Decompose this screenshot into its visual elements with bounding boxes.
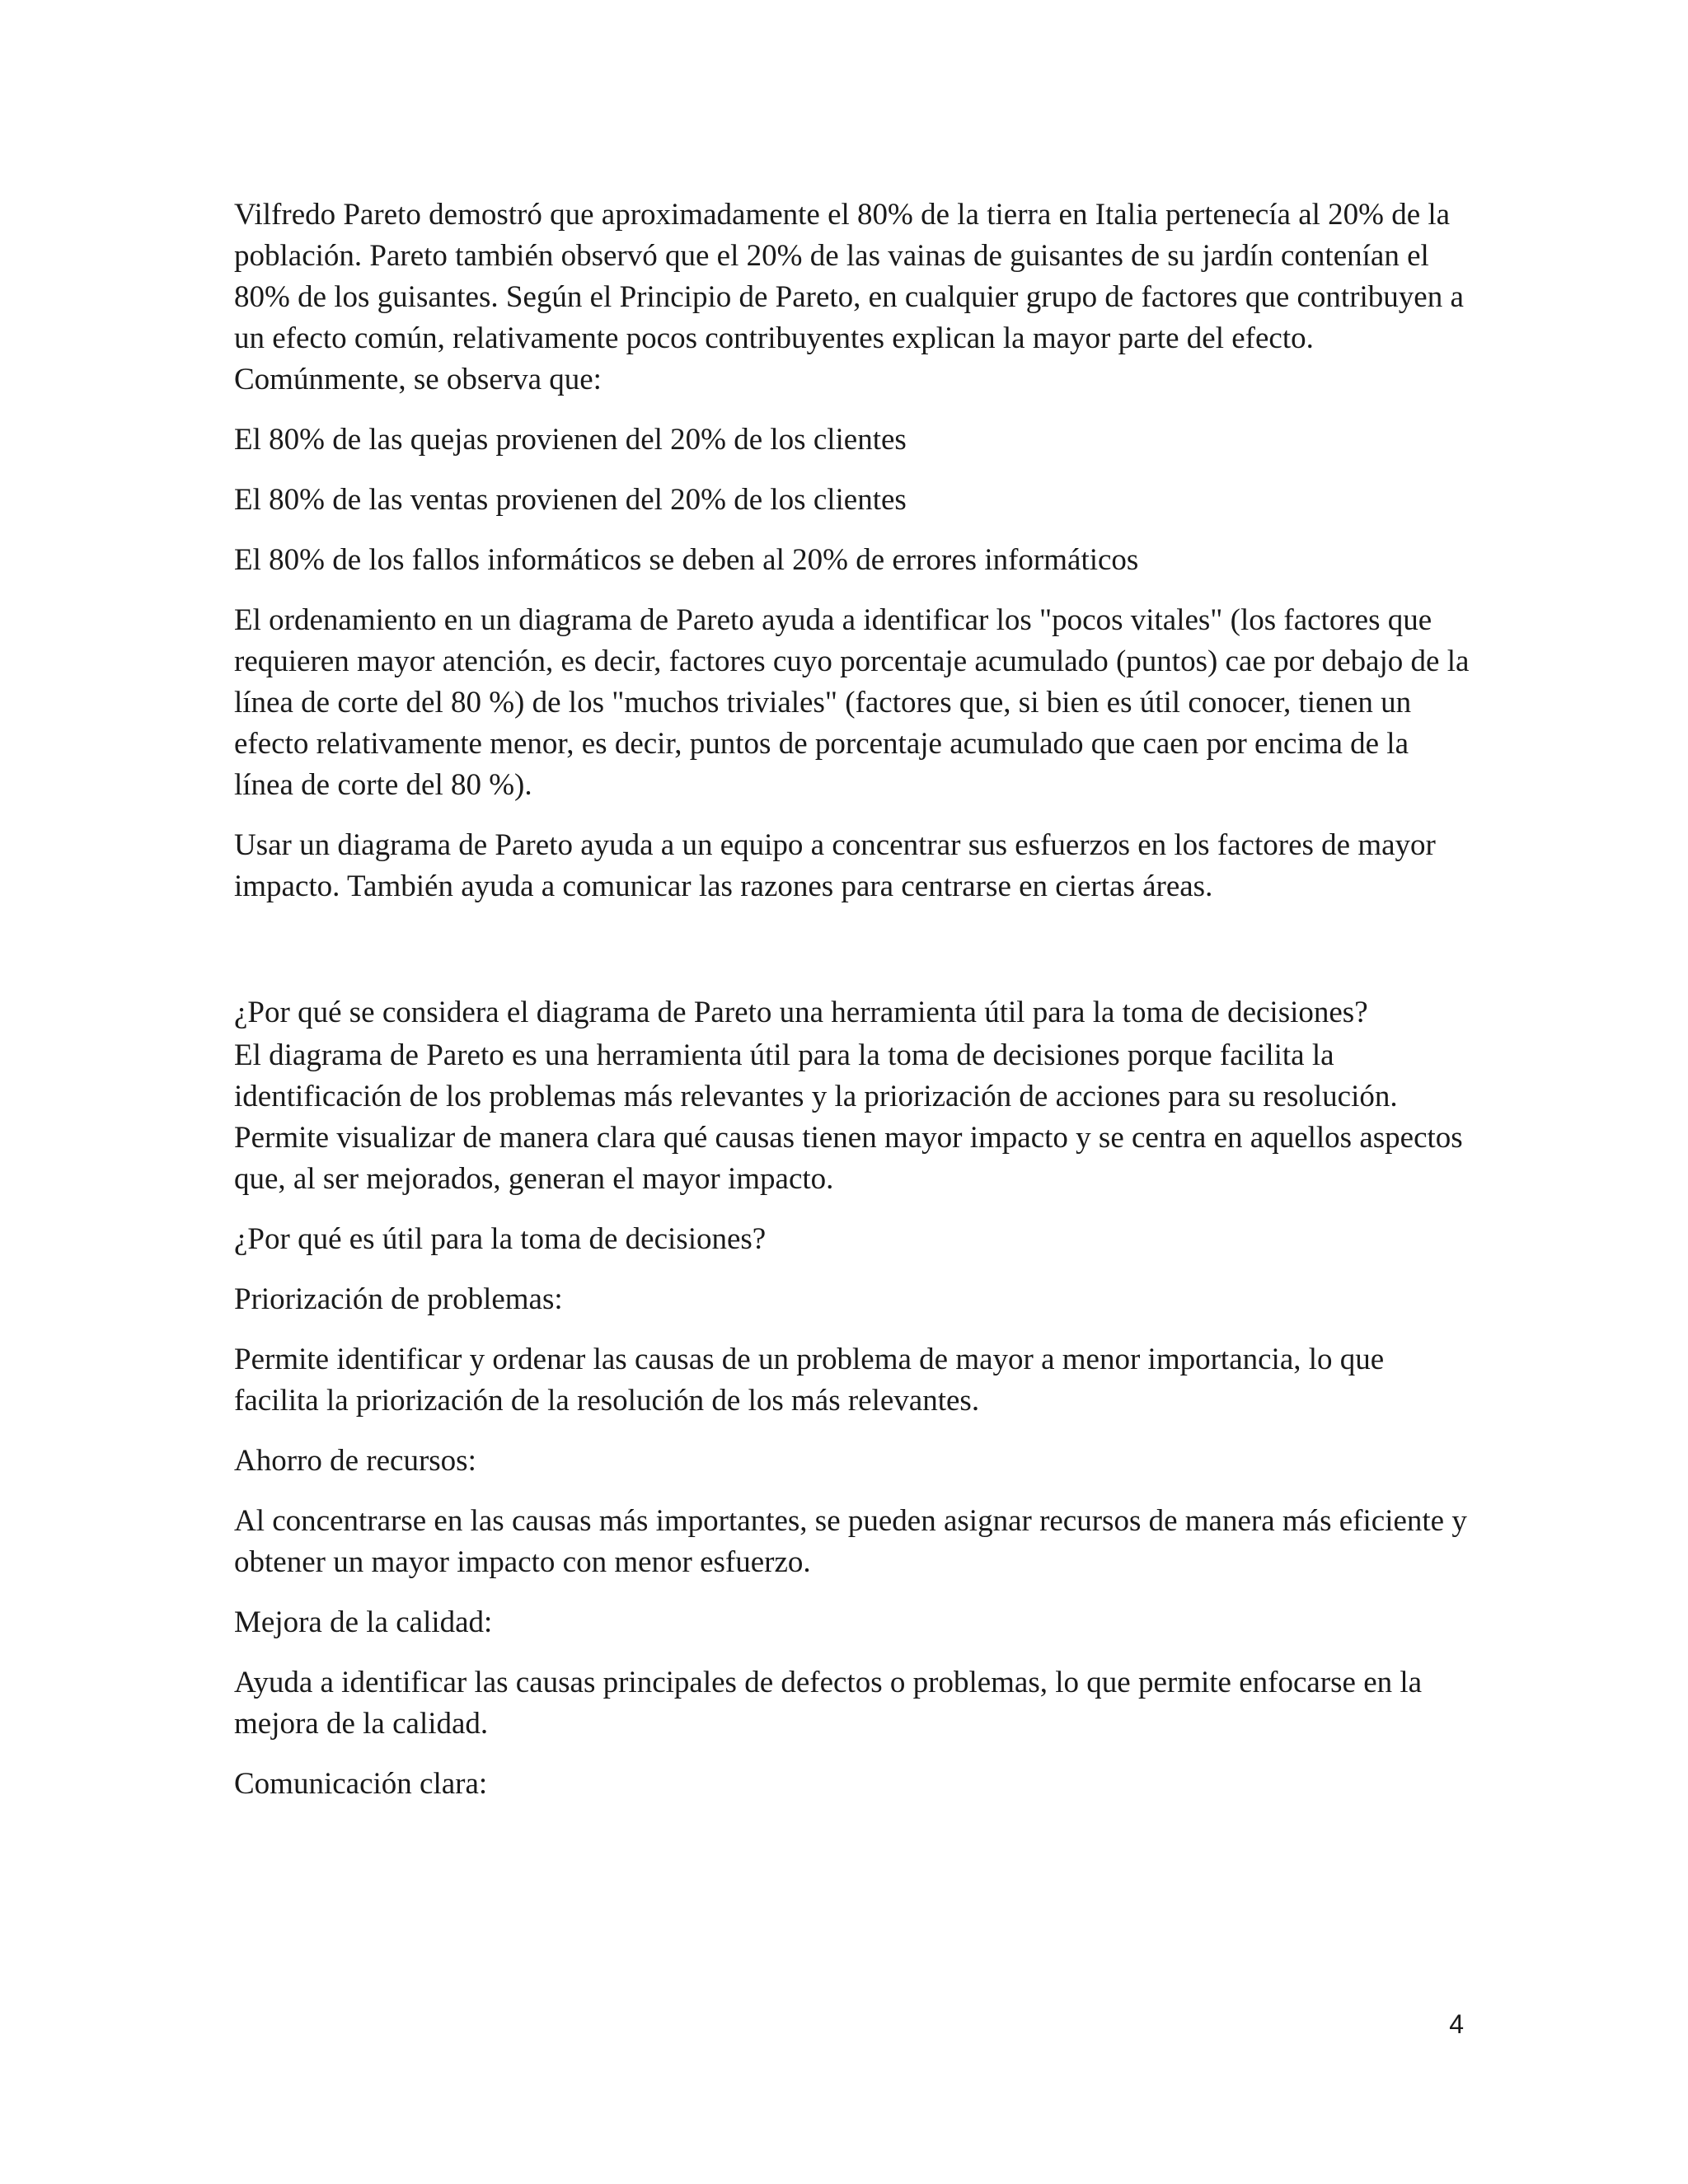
observation-sales: El 80% de las ventas provienen del 20% de los clientes xyxy=(234,483,907,517)
resources-text: Al concentrarse en las causas más importantes, se pueden asignar recursos de manera más eficiente y obtener un mayor impacto con menor esfuerzo. xyxy=(234,1504,1467,1579)
communication-heading: Comunicación clara: xyxy=(234,1767,488,1801)
vital-few-paragraph: El ordenamiento en un diagrama de Pareto ayuda a identificar los "pocos vitales" (los factores que requieren mayor atención, es decir, factores cuyo porcentaje acumulado (puntos) cae por debajo de la línea de corte del 80 %) de los "muchos triviales" (factores que, si bien es útil conocer, tienen un efecto relativamente menor, es decir, puntos de porcentaje acumulado que caen por encima de la línea de corte del 80 %). xyxy=(234,603,1470,802)
observation-failures: El 80% de los fallos informáticos se deben al 20% de errores informáticos xyxy=(234,543,1139,577)
intro-paragraph: Vilfredo Pareto demostró que aproximadamente el 80% de la tierra en Italia pertenecía al 20% de la población. Pareto también observó que el 20% de las vainas de guisantes de su jardín contenían el 80% de los guisantes. Según el Principio de Pareto, en cualquier grupo de factores que contribuyen a un efecto común, relativamente pocos contribuyentes explican la mayor parte del efecto. Comúnmente, se observa que: xyxy=(234,198,1464,396)
answer-paragraph: El diagrama de Pareto es una herramienta útil para la toma de decisiones porque facilita la identificación de los problemas más relevantes y la priorización de acciones para su resolución. Permite visualizar de manera clara qué causas tienen mayor impacto y se centra en aquellos aspectos que, al ser mejorados, generan el mayor impacto. xyxy=(234,1038,1463,1196)
section-gap xyxy=(234,926,1470,992)
prioritization-heading: Priorización de problemas: xyxy=(234,1282,563,1316)
quality-heading: Mejora de la calidad: xyxy=(234,1605,493,1639)
observation-complaints: El 80% de las quejas provienen del 20% de los clientes xyxy=(234,423,907,457)
why-useful-heading: ¿Por qué es útil para la toma de decisiones? xyxy=(234,1222,767,1256)
question-heading: ¿Por qué se considera el diagrama de Pareto una herramienta útil para la toma de decisiones? xyxy=(234,996,1368,1029)
prioritization-text: Permite identificar y ordenar las causas de un problema de mayor a menor importancia, lo que facilita la priorización de la resolución de los más relevantes. xyxy=(234,1343,1385,1418)
resources-heading: Ahorro de recursos: xyxy=(234,1444,476,1478)
page-content xyxy=(234,194,1470,1824)
quality-text: Ayuda a identificar las causas principales de defectos o problemas, lo que permite enfocarse en la mejora de la calidad. xyxy=(234,1666,1423,1741)
team-focus-paragraph: Usar un diagrama de Pareto ayuda a un equipo a concentrar sus esfuerzos en los factores de mayor impacto. También ayuda a comunicar las razones para centrarse en ciertas áreas. xyxy=(234,828,1436,903)
page-number: 4 xyxy=(1449,2009,1464,2039)
